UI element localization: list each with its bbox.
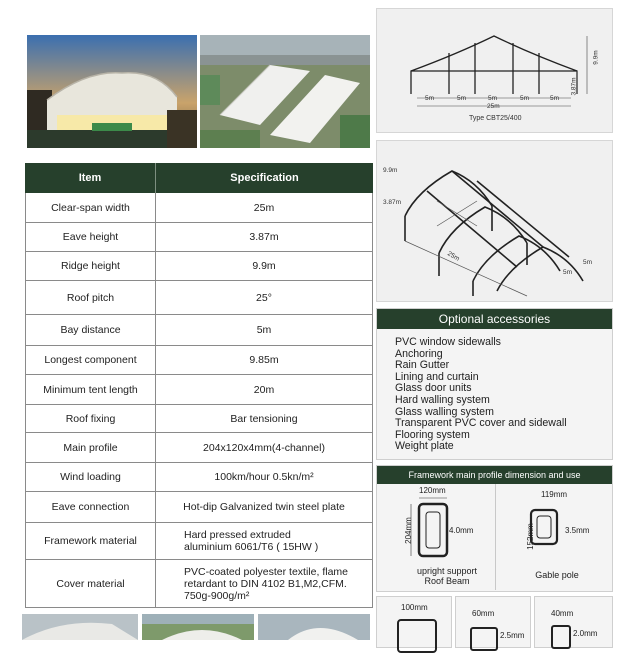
table-row <box>25 433 373 463</box>
table-row <box>25 223 373 252</box>
bay-label: 5m <box>520 95 530 102</box>
type-label: Type CBT25/400 <box>469 115 522 122</box>
row-spec: 3.87m <box>249 231 279 243</box>
list-item: Anchoring <box>395 347 443 360</box>
list-item: Glass door units <box>395 382 472 395</box>
table-row <box>25 346 373 375</box>
caption-line: Roof Beam <box>424 576 470 586</box>
row-spec: 9.9m <box>252 260 276 272</box>
spec-line: PVC-coated polyester textile, flame <box>184 565 348 578</box>
bottom-photo-2 <box>142 614 254 640</box>
table-row <box>25 315 373 346</box>
table-header <box>25 163 373 193</box>
gable-height-label: 152mm <box>525 523 535 550</box>
list-item: Hard walling system <box>395 393 490 406</box>
main-wall-label: 4.0mm <box>449 526 474 535</box>
row-item: Clear-span width <box>26 193 156 222</box>
iso-ridge-label: 9.9m <box>383 167 398 174</box>
p3-width-label: 40mm <box>551 609 574 618</box>
row-spec <box>156 523 372 559</box>
p2-wall-label: 2.5mm <box>500 631 525 640</box>
row-item: Main profile <box>26 433 156 462</box>
row-spec: 100km/hour 0.5kn/m² <box>214 471 314 483</box>
p2-section <box>470 627 498 651</box>
main-profile-section <box>407 496 487 561</box>
isometric-frame-diagram <box>376 140 613 302</box>
iso-bay-label: 5m <box>583 259 593 266</box>
row-item: Eave height <box>26 223 156 251</box>
gable-caption: Gable pole <box>535 570 579 580</box>
header-specification: Specification <box>230 172 299 184</box>
main-width-label: 120mm <box>419 486 446 495</box>
caption-line: upright support <box>416 566 478 576</box>
tent-photo-dusk <box>27 35 197 148</box>
row-spec: Hot-dip Galvanized twin steel plate <box>183 501 345 513</box>
p3-section <box>551 625 571 649</box>
bay-label: 5m <box>457 95 467 102</box>
main-profile-caption <box>407 566 487 586</box>
table-row <box>25 252 373 281</box>
bottom-photo-3 <box>258 614 370 640</box>
profile-panel-2 <box>455 596 531 648</box>
table-row <box>25 492 373 523</box>
iso-length-label: 25m <box>446 250 461 263</box>
table-row <box>25 463 373 492</box>
tent-photo-aerial <box>200 35 370 148</box>
accessories-list <box>377 329 612 453</box>
row-spec <box>156 560 372 607</box>
p1-width-label: 100mm <box>401 603 428 612</box>
list-item: Transparent PVC cover and sidewall <box>395 417 567 430</box>
iso-bay-label: 5m <box>563 269 573 276</box>
row-item: Bay distance <box>26 315 156 345</box>
gable-wall-label: 3.5mm <box>565 526 590 535</box>
row-item: Cover material <box>26 560 156 607</box>
ridge-height-label: 9.9m <box>592 50 600 65</box>
list-item: Weight plate <box>395 440 454 453</box>
p3-wall-label: 2.0mm <box>573 629 598 638</box>
bay-label: 5m <box>488 95 498 102</box>
row-spec: 25° <box>256 291 272 304</box>
optional-accessories-panel <box>376 308 613 460</box>
list-item: PVC window sidewalls <box>395 336 501 348</box>
total-span-label: 25m <box>487 103 500 110</box>
iso-eave-label: 3.87m <box>383 199 402 206</box>
profile-panel-1 <box>376 596 452 648</box>
row-spec: 25m <box>253 201 275 214</box>
accessories-title: Optional accessories <box>377 309 612 329</box>
spec-line: Hard pressed extruded <box>184 529 291 541</box>
table-row <box>25 405 373 433</box>
spec-line: 750g-900g/m² <box>184 589 250 602</box>
profile-title: Framework main profile dimension and use <box>377 466 612 484</box>
spec-line: retardant to DIN 4102 B1,M2,CFM. <box>184 577 347 590</box>
p1-section <box>397 619 437 653</box>
row-item: Minimum tent length <box>26 375 156 404</box>
row-spec: 5m <box>256 324 272 336</box>
list-item: Flooring system <box>395 428 470 441</box>
framework-profile-panel <box>376 465 613 592</box>
row-spec: 20m <box>253 383 275 396</box>
bay-label: 5m <box>550 95 560 102</box>
gable-width-label: 119mm <box>541 490 568 499</box>
row-spec: Bar tensioning <box>230 412 298 425</box>
row-item: Roof pitch <box>26 281 156 314</box>
list-item: Lining and curtain <box>395 370 479 383</box>
p2-width-label: 60mm <box>472 609 495 618</box>
row-item: Wind loading <box>26 463 156 491</box>
eave-height-label: 3.87m <box>570 77 578 96</box>
row-item: Roof fixing <box>26 405 156 432</box>
row-item: Framework material <box>26 523 156 559</box>
row-item: Eave connection <box>26 492 156 522</box>
header-item: Item <box>25 163 156 193</box>
bay-label: 5m <box>425 95 435 102</box>
row-item: Ridge height <box>26 252 156 280</box>
row-spec: 9.85m <box>249 354 279 366</box>
list-item: Glass walling system <box>395 405 494 418</box>
list-item: Rain Gutter <box>395 359 450 372</box>
profile-divider <box>495 484 496 590</box>
main-height-label: 204mm <box>403 517 413 544</box>
profile-panel-3 <box>534 596 613 648</box>
row-spec: 204x120x4mm(4-channel) <box>203 441 325 454</box>
table-row <box>25 375 373 405</box>
spec-table <box>25 163 373 608</box>
table-row <box>25 193 373 223</box>
table-row <box>25 281 373 315</box>
row-item: Longest component <box>26 346 156 374</box>
bottom-photo-1 <box>22 614 138 640</box>
table-row <box>25 560 373 608</box>
table-row <box>25 523 373 560</box>
spec-line: aluminium 6061/T6 ( 15HW ) <box>184 541 319 553</box>
front-elevation-diagram <box>376 8 613 133</box>
